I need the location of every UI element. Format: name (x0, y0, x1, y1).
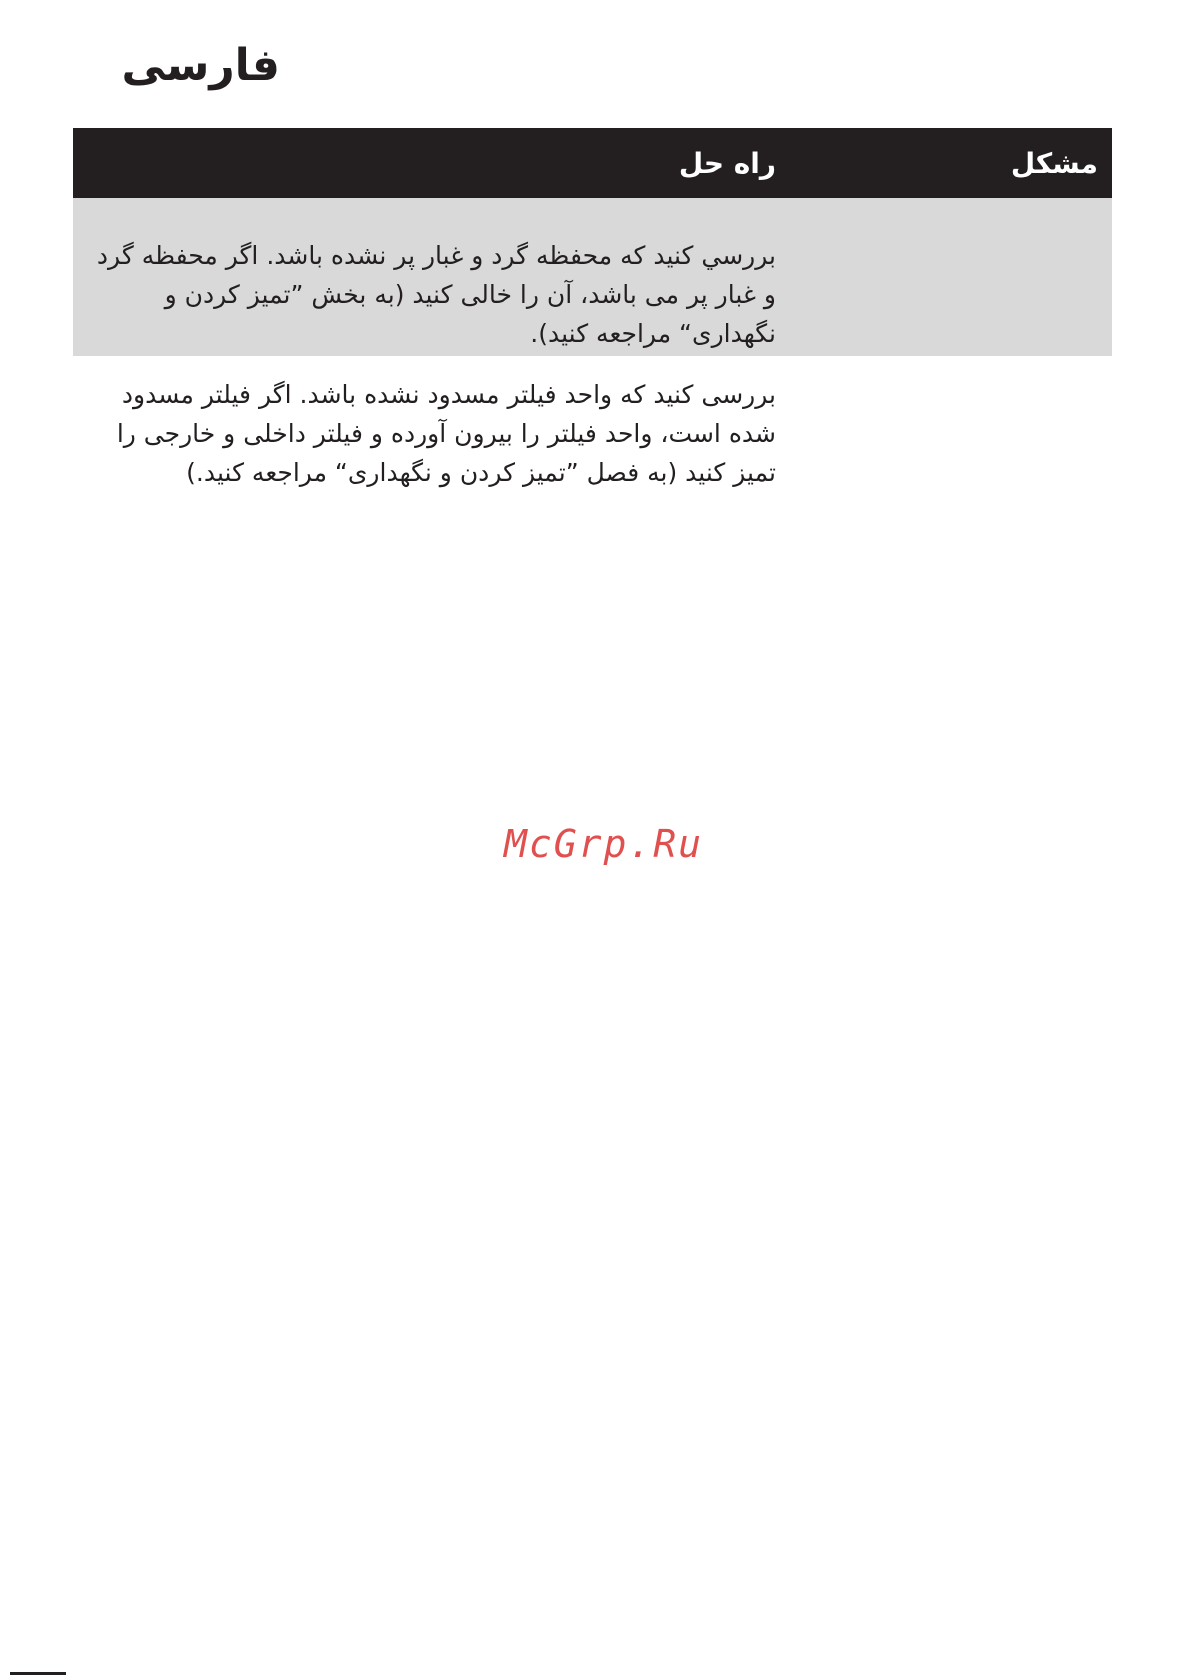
problem-cell (776, 198, 1112, 356)
table-row (73, 356, 1112, 492)
problem-cell (776, 356, 1112, 492)
watermark-text: McGrp.Ru (504, 822, 704, 866)
language-title: فارسی (121, 40, 280, 91)
table-row (73, 198, 1112, 356)
header-problem: مشکل (776, 128, 1112, 198)
table-header-row (73, 128, 1112, 198)
solution-cell: بررسی کنيد که واحد فيلتر مسدود نشده باشد. اگر فيلتر مسدود شده است، واحد فيلتر را بيرون آورده و فيلتر داخلی و خارجی را تميز کنيد (به فصل ”تميز کردن و نگهداری“ مراجعه کنيد.) (116, 380, 776, 487)
page-edge-mark (10, 1672, 66, 1675)
header-solution: راه حل (73, 128, 776, 198)
troubleshooting-table (73, 128, 1112, 492)
solution-cell: بررسي کنيد که محفظه گرد و غبار پر نشده باشد. اگر محفظه گرد و غبار پر می باشد، آن را خالی کنيد (به بخش ”تميز کردن و نگهداری“ مراجعه کنيد). (73, 198, 776, 356)
